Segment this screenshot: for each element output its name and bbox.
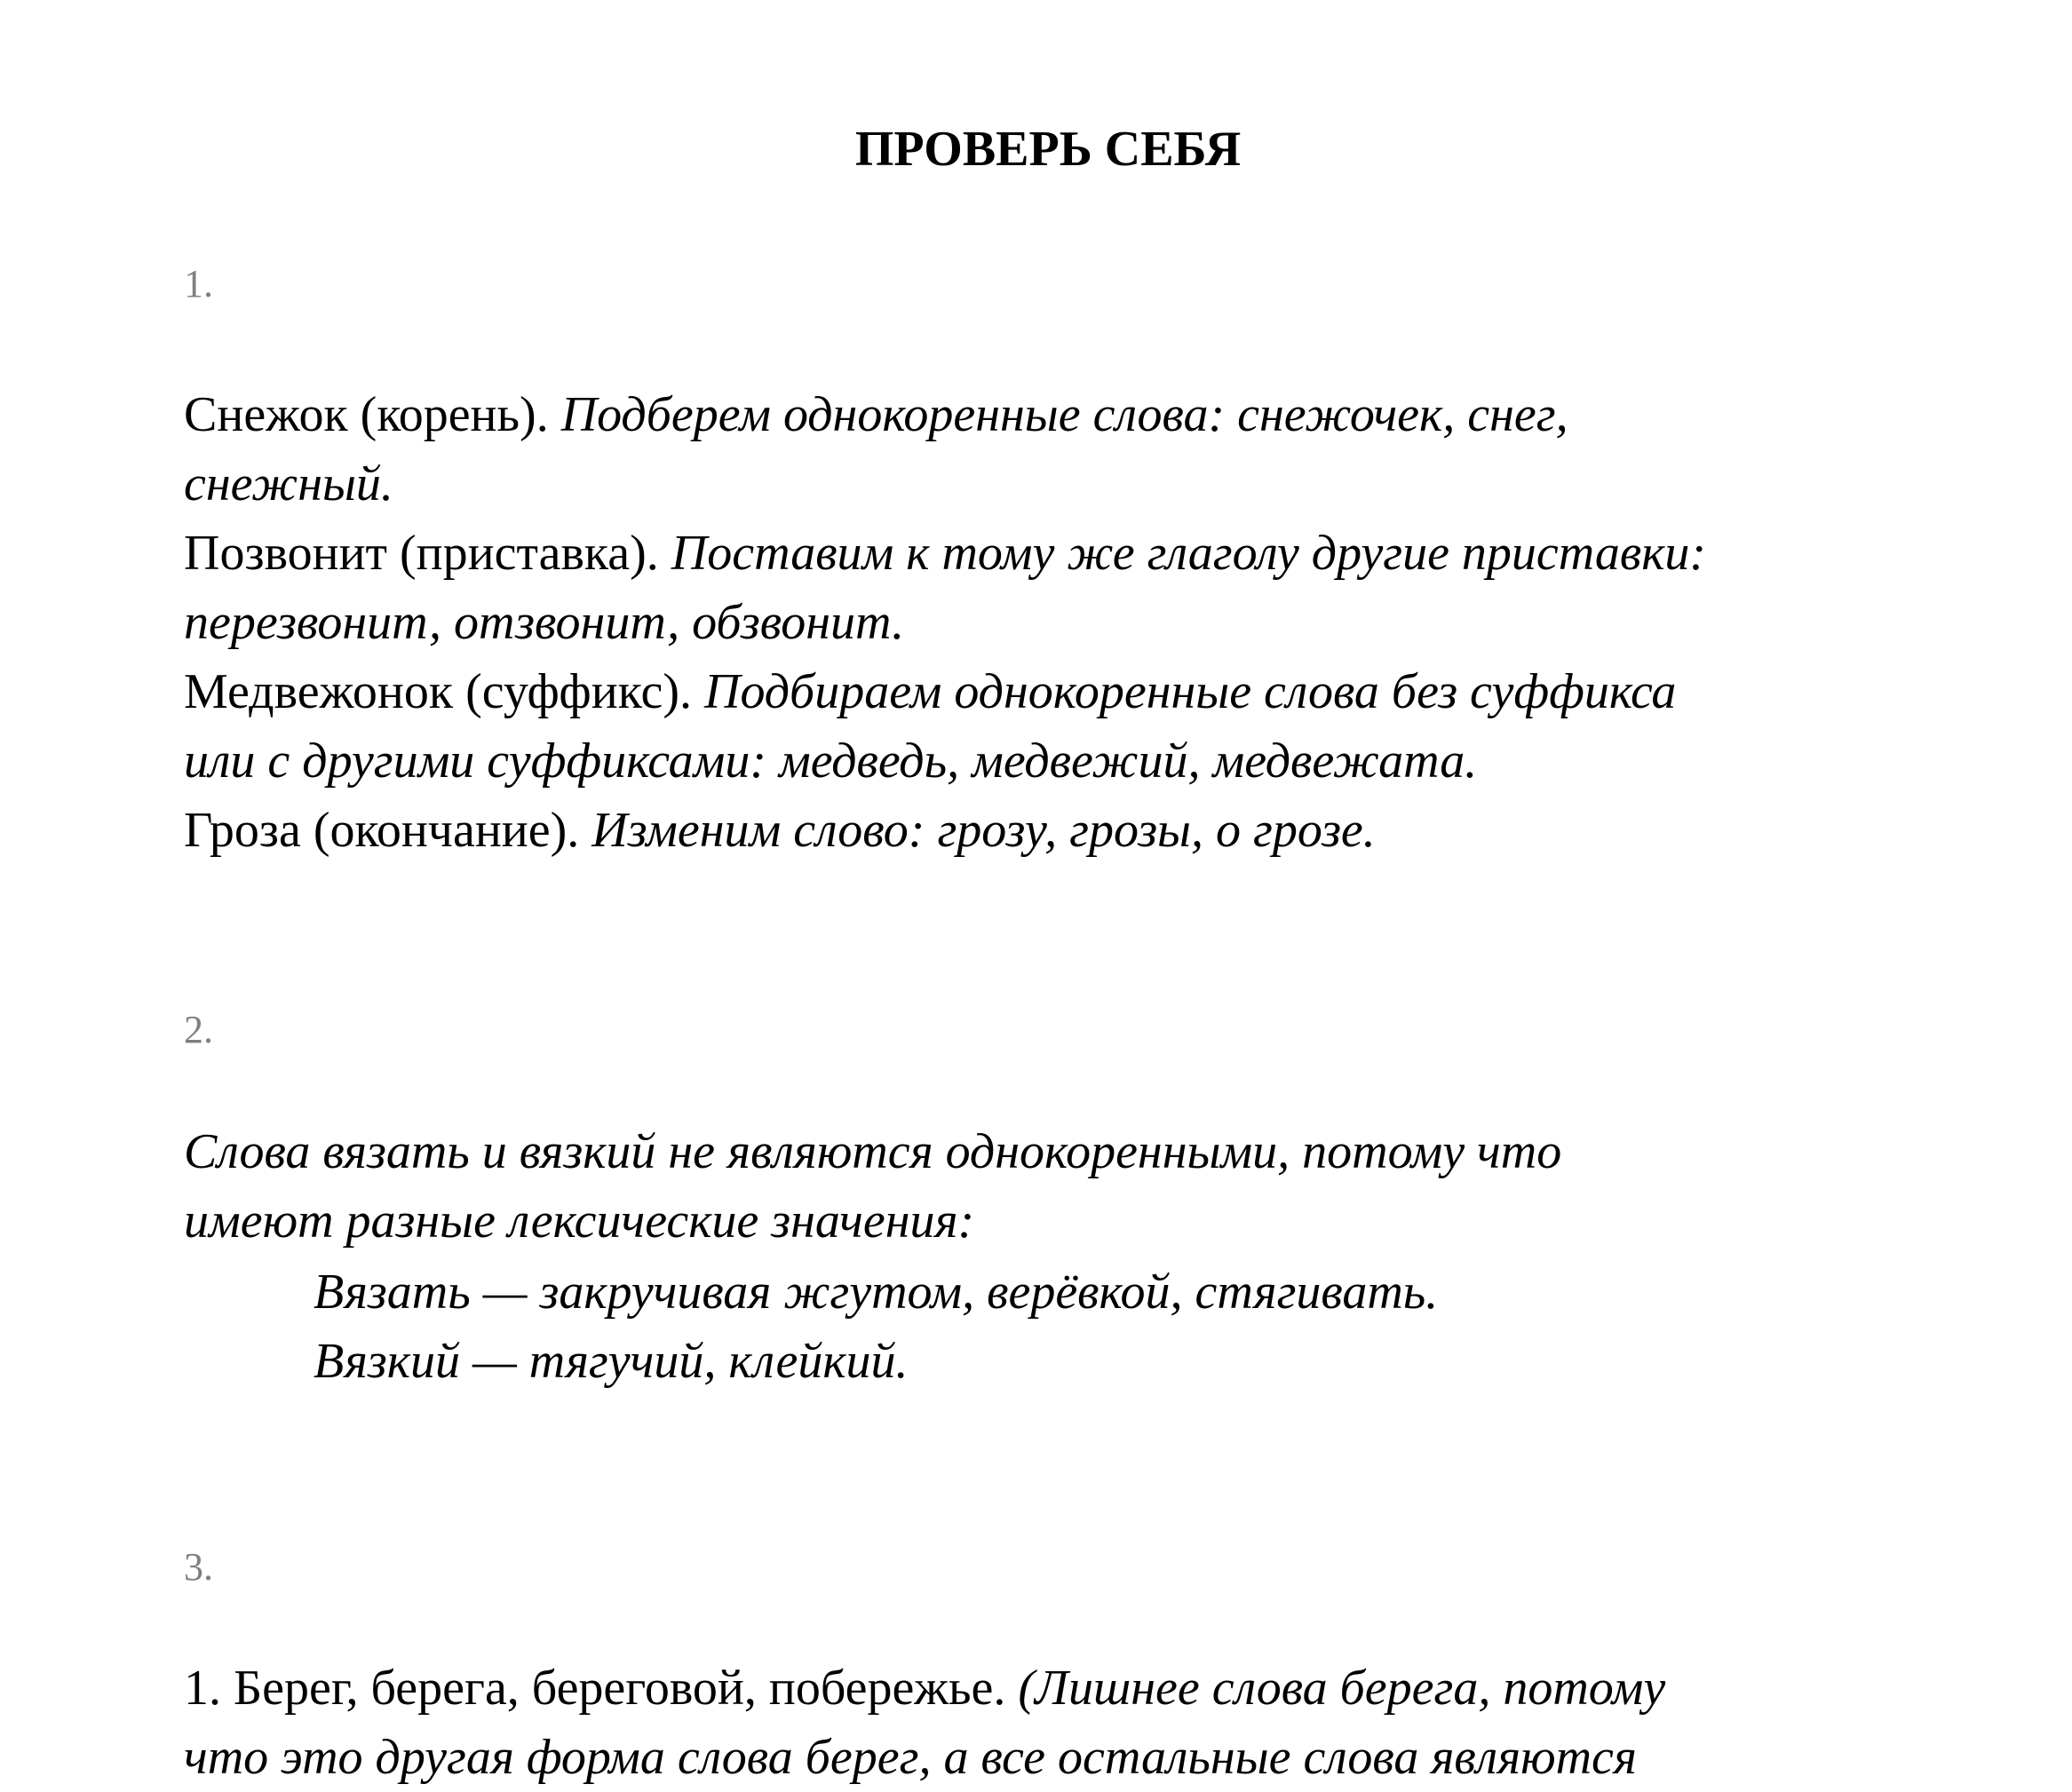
term-text: Позвонит (приставка). bbox=[184, 526, 659, 581]
term-text: 1. Берег, берега, береговой, побережье. bbox=[184, 1661, 1006, 1716]
paragraph-line bbox=[184, 1117, 1561, 1186]
explanation-text: Подбираем однокоренные слова без суффикса bbox=[704, 664, 1677, 719]
explanation-continuation: имеют разные лексические значения: bbox=[184, 1193, 975, 1249]
definition-line: Вязкий — тягучий, клейкий. bbox=[314, 1334, 909, 1389]
definition-line: Вязать — закручивая жгутом, верёвкой, стягивать. bbox=[314, 1265, 1439, 1320]
explanation-text: (Лишнее слова берега, потому bbox=[1018, 1661, 1666, 1716]
paragraph-line bbox=[184, 519, 1706, 588]
term-text: Медвежонок (суффикс). bbox=[184, 664, 693, 719]
paragraph-line bbox=[184, 380, 1568, 449]
section-number: 2. bbox=[184, 1008, 213, 1051]
explanation-continuation: что это другая форма слова берег, а все остальные слова являются bbox=[184, 1730, 1637, 1785]
explanation-text: Слова вязать и вязкий не являются однокоренными, потому что bbox=[184, 1124, 1562, 1179]
term-text: Гроза (окончание). bbox=[184, 803, 580, 858]
explanation-continuation: снежный. bbox=[184, 456, 393, 511]
explanation-continuation: или с другими суффиксами: медведь, медвежий, медвежата. bbox=[184, 733, 1478, 789]
explanation-text: Изменим слово: грозу, грозы, о грозе. bbox=[591, 803, 1376, 858]
explanation-text: Поставим к тому же глаголу другие приставки: bbox=[671, 526, 1707, 581]
paragraph-line bbox=[184, 657, 1676, 726]
paragraph-line bbox=[184, 796, 1376, 865]
explanation-text: Подберем однокоренные слова: снежочек, снег, bbox=[560, 387, 1568, 442]
page-title: ПРОВЕРЬ СЕБЯ bbox=[854, 122, 1242, 177]
section-number: 3. bbox=[184, 1545, 213, 1589]
term-text: Снежок (корень). bbox=[184, 387, 549, 442]
explanation-continuation: перезвонит, отзвонит, обзвонит. bbox=[184, 595, 905, 650]
paragraph-line bbox=[184, 1653, 1665, 1723]
section-number: 1. bbox=[184, 262, 213, 305]
